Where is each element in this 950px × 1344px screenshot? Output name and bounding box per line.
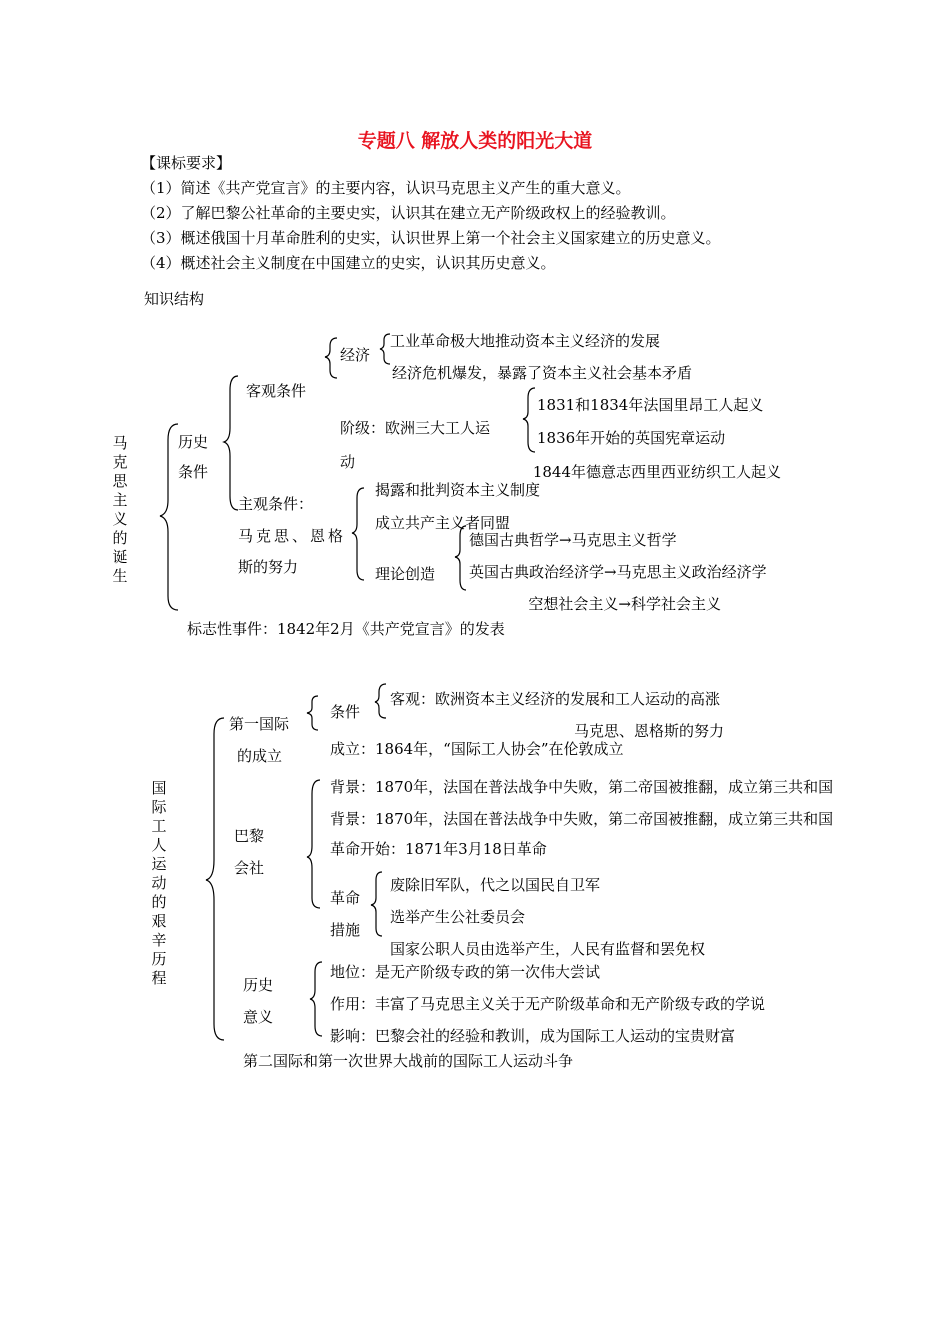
position-text: 地位：是无产阶级专政的第一次伟大尝试 — [330, 963, 601, 981]
requirement-item: （2）了解巴黎公社革命的主要史实，认识其在建立无产阶级政权上的经验教训。 — [141, 204, 676, 222]
economy-item: 经济危机爆发，暴露了资本主义社会基本矛盾 — [392, 364, 693, 382]
background-text-cont: 背景：1870年，法国在普法战争中失败，第二帝国被推翻，成立第三共和国 — [330, 810, 834, 828]
second-intl-text: 第二国际和第一次世界大战前的国际工人运动斗争 — [243, 1052, 574, 1070]
theory-item: 德国古典哲学→马克思主义哲学 — [469, 531, 677, 549]
structure-heading: 知识结构 — [144, 290, 205, 308]
measure-item: 废除旧军队，代之以国民自卫军 — [390, 876, 601, 894]
theory-item: 空想社会主义→科学社会主义 — [528, 595, 721, 613]
subjective-item: 成立共产主义者同盟 — [375, 514, 511, 532]
class-label-cont: 动 — [340, 453, 356, 471]
objective-label: 客观条件 — [246, 382, 307, 400]
subjective-item: 揭露和批判资本主义制度 — [375, 481, 541, 499]
revolution-start: 革命开始：1871年3月18日革命 — [330, 840, 547, 858]
first-intl-label-cont: 的成立 — [237, 747, 283, 765]
measure-item: 国家公职人员由选举产生，人民有监督和罢免权 — [390, 940, 706, 958]
movement-item: 1831和1834年法国里昂工人起义 — [537, 396, 764, 414]
economy-item: 工业革命极大地推动资本主义经济的发展 — [390, 332, 661, 350]
effect-text: 作用：丰富了马克思主义关于无产阶级革命和无产阶级专政的学说 — [330, 995, 766, 1013]
requirements-heading: 【课标要求】 — [141, 154, 232, 172]
class-label: 阶级：欧洲三大工人运 — [340, 419, 491, 437]
diagram2-root: 国际工人运动的艰辛历程 — [151, 779, 167, 987]
conditions-label: 条件 — [178, 463, 209, 481]
subjective-label-cont: 马克思、恩格 — [238, 527, 347, 545]
subjective-condition: 马克思、恩格斯的努力 — [573, 722, 724, 740]
diagram1-root: 马克思主义的诞生 — [112, 434, 128, 585]
measures-label-cont: 措施 — [330, 921, 361, 939]
paris-label: 巴黎 — [234, 827, 265, 845]
movement-item: 1844年德意志西里西亚纺织工人起义 — [532, 463, 781, 481]
significance-label: 历史 — [243, 976, 274, 994]
influence-text: 影响：巴黎会社的经验和教训，成为国际工人运动的宝贵财富 — [330, 1027, 736, 1045]
first-intl-label: 第一国际 — [229, 715, 290, 733]
subjective-label-cont: 斯的努力 — [238, 558, 299, 576]
subjective-item: 理论创造 — [375, 565, 436, 583]
conditions-label: 条件 — [330, 703, 361, 721]
subjective-label: 主观条件： — [238, 495, 314, 513]
requirement-item: （4）概述社会主义制度在中国建立的史实，认识其历史意义。 — [141, 254, 556, 272]
requirement-item: （3）概述俄国十月革命胜利的史实，认识世界上第一个社会主义国家建立的历史意义。 — [141, 229, 721, 247]
background-text: 背景：1870年，法国在普法战争中失败，第二帝国被推翻，成立第三共和国 — [330, 778, 834, 796]
movement-item: 1836年开始的英国宪章运动 — [537, 429, 726, 447]
landmark-event: 标志性事件：1842年2月《共产党宣言》的发表 — [187, 620, 505, 638]
measure-item: 选举产生公社委员会 — [390, 908, 526, 926]
significance-label-cont: 意义 — [243, 1008, 274, 1026]
theory-item: 英国古典政治经济学→马克思主义政治经济学 — [469, 563, 767, 581]
page-title: 专题八 解放人类的阳光大道 — [357, 130, 593, 152]
economy-label: 经济 — [340, 346, 371, 364]
objective-condition: 客观：欧洲资本主义经济的发展和工人运动的高涨 — [390, 690, 721, 708]
paris-label-cont: 会社 — [234, 859, 265, 877]
history-label: 历史 — [178, 433, 209, 451]
founded-text: 成立：1864年，“国际工人协会”在伦敦成立 — [330, 740, 624, 758]
requirement-item: （1）简述《共产党宣言》的主要内容，认识马克思主义产生的重大意义。 — [141, 179, 631, 197]
measures-label: 革命 — [330, 889, 361, 907]
